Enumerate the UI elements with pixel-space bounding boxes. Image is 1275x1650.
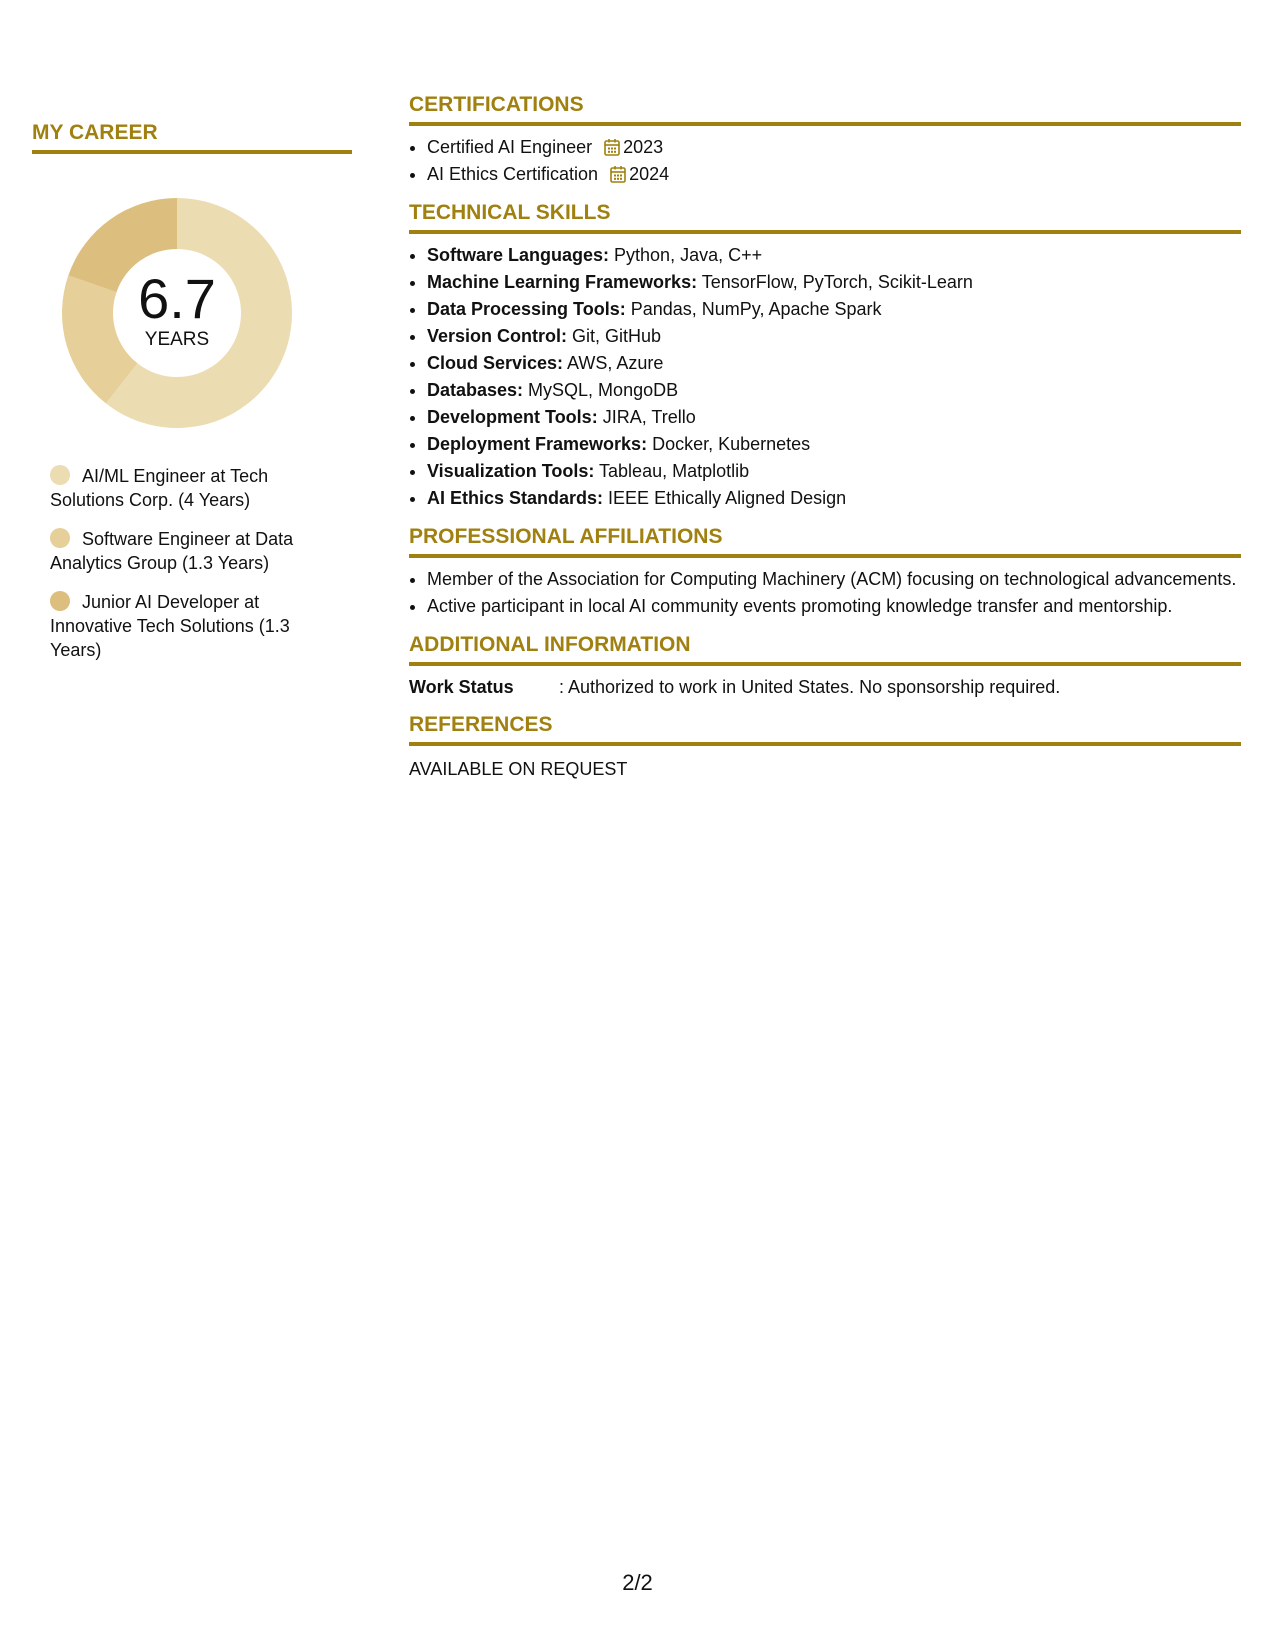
cert-year: 2024 <box>629 164 670 184</box>
skill-label: Software Languages: <box>427 245 610 265</box>
list-item <box>427 431 1241 458</box>
skill-value: MySQL, MongoDB <box>523 380 679 400</box>
affiliations-title: PROFESSIONAL AFFILIATIONS <box>409 524 1241 558</box>
skill-label: Version Control: <box>427 326 568 346</box>
list-item <box>427 350 1241 377</box>
page-number: 2/2 <box>622 1570 653 1595</box>
list-item <box>427 377 1241 404</box>
list-item <box>427 161 1241 188</box>
references-section <box>409 712 1241 782</box>
skill-label: Machine Learning Frameworks: <box>427 272 698 292</box>
list-item <box>427 269 1241 296</box>
skill-value: IEEE Ethically Aligned Design <box>603 488 847 508</box>
legend-label: AI/ML Engineer at Tech Solutions Corp. (4 Years) <box>50 466 269 510</box>
certifications-section <box>409 92 1241 188</box>
list-item <box>427 242 1241 269</box>
list-item <box>427 296 1241 323</box>
references-text: AVAILABLE ON REQUEST <box>409 759 628 779</box>
additional-section <box>409 632 1241 700</box>
skill-value: Tableau, Matplotlib <box>594 461 750 481</box>
skill-value: AWS, Azure <box>563 353 664 373</box>
legend-item <box>50 527 310 575</box>
donut-center <box>62 198 292 428</box>
legend-label: Software Engineer at Data Analytics Group (1.3 Years) <box>50 529 294 573</box>
work-status-label: Work Status <box>409 677 514 697</box>
career-total-unit: YEARS <box>144 329 210 350</box>
list-item <box>427 323 1241 350</box>
skill-label: Deployment Frameworks: <box>427 434 648 454</box>
list-item <box>427 404 1241 431</box>
skill-label: Cloud Services: <box>427 353 564 373</box>
references-title: REFERENCES <box>409 712 1241 746</box>
list-item <box>427 458 1241 485</box>
calendar-icon <box>610 165 626 183</box>
career-title: MY CAREER <box>32 120 352 154</box>
skill-value: Docker, Kubernetes <box>647 434 811 454</box>
legend-dot <box>50 591 70 611</box>
skill-label: AI Ethics Standards: <box>427 488 604 508</box>
skill-label: Visualization Tools: <box>427 461 595 481</box>
certifications-list <box>409 134 1241 188</box>
cert-name: Certified AI Engineer <box>427 137 593 157</box>
list-item: • Member of the Association for Computing Machinery (ACM) focusing on technological advancements. <box>427 566 1241 593</box>
legend-item <box>50 590 310 662</box>
work-status-value: : Authorized to work in United States. No sponsorship required. <box>559 677 1061 697</box>
affiliations-list <box>409 566 1241 620</box>
cert-name: AI Ethics Certification <box>427 164 599 184</box>
list-item: • Active participant in local AI community events promoting knowledge transfer and mentorship. <box>427 593 1241 620</box>
career-legend <box>32 464 352 662</box>
career-donut-chart <box>62 198 292 428</box>
skills-title: TECHNICAL SKILLS <box>409 200 1241 234</box>
legend-dot <box>50 528 70 548</box>
affiliations-section <box>409 524 1241 620</box>
cert-year: 2023 <box>623 137 664 157</box>
skill-label: Development Tools: <box>427 407 598 427</box>
additional-title: ADDITIONAL INFORMATION <box>409 632 1241 666</box>
skill-value: TensorFlow, PyTorch, Scikit-Learn <box>697 272 973 292</box>
main-column <box>409 92 1241 782</box>
skill-value: JIRA, Trello <box>597 407 696 427</box>
skill-value: Python, Java, C++ <box>609 245 763 265</box>
skill-value: Git, GitHub <box>567 326 662 346</box>
skills-section <box>409 200 1241 512</box>
career-column <box>32 120 352 677</box>
skill-label: Data Processing Tools: <box>427 299 626 319</box>
list-item <box>427 134 1241 161</box>
legend-label: Junior AI Developer at Innovative Tech Solutions (1.3 Years) <box>50 592 290 660</box>
skill-label: Databases: <box>427 380 524 400</box>
legend-dot <box>50 465 70 485</box>
calendar-icon <box>604 138 620 156</box>
certifications-title: CERTIFICATIONS <box>409 92 1241 126</box>
career-total-value: 6.7 <box>138 267 216 330</box>
work-status-row <box>409 674 1241 700</box>
list-item <box>427 485 1241 512</box>
skill-value: Pandas, NumPy, Apache Spark <box>625 299 882 319</box>
legend-item <box>50 464 310 512</box>
skills-list <box>409 242 1241 512</box>
